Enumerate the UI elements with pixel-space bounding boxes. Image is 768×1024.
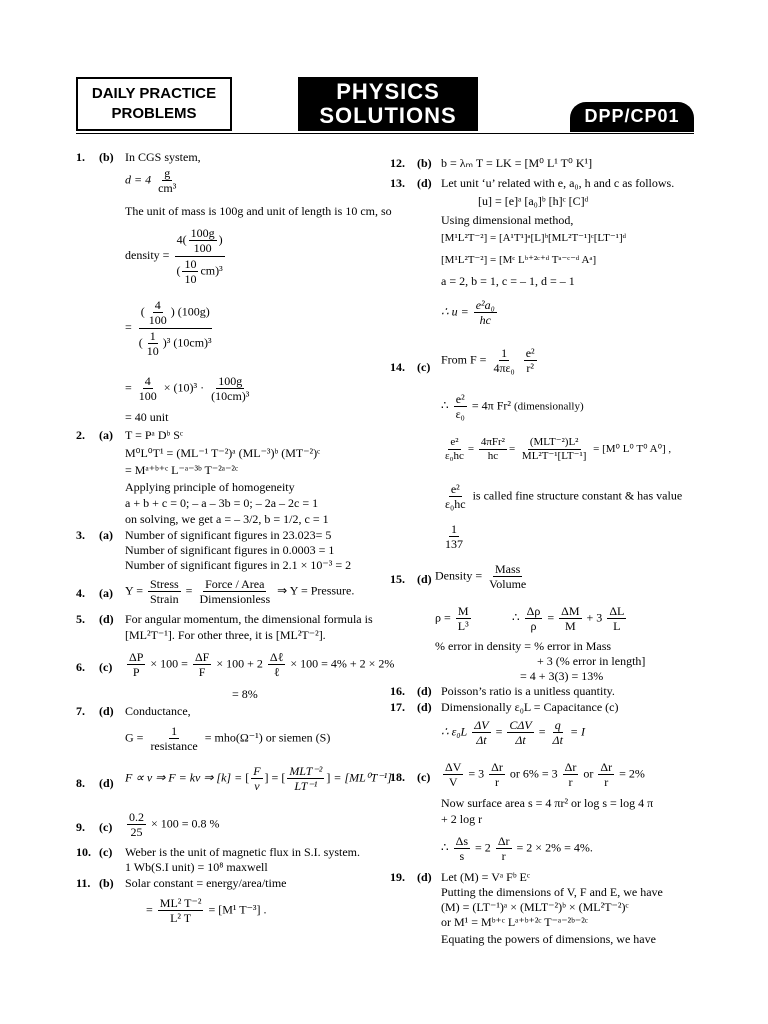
q18-m2: or 6% = 3 [509,766,558,781]
q14-from [441,346,539,376]
q6-option: (c) [99,660,113,674]
q18-m1: = 3 [468,766,485,781]
q14-derivation: $\frac{\text{e²}}{\text{ε₀hc}}$ = $\frac{\text{4πFr²}}{hc}$ = $\frac{\text{(MLT⁻²)L²}}{\text{ML²T⁻¹[LT⁻¹]}}$ = [M⁰ L⁰ T⁰ A⁰] , [445,436,672,463]
q11-expr [146,896,267,926]
q8-f: F [253,764,261,778]
q14-frac4 [443,436,466,463]
q14-frac6 [520,436,588,463]
q7-one: 1 [171,724,178,738]
q15-frac4 [559,604,581,634]
q1-step3 [125,374,253,404]
q17-dt2: Δt [515,733,526,748]
q15-line3: = 4 + 3(3) = 13% [520,669,604,683]
q11-line1: Solar constant = energy/area/time [125,876,287,890]
q18-frac5 [454,834,470,864]
dpp-code-badge: DPP/CP01 [570,102,694,132]
q15-number: 15. [390,572,405,586]
q14-ed: ε₀ [455,407,465,422]
q17-eq: = [495,724,503,739]
q19-line1: Let (M) = Vᵃ Fᵇ Eᶜ [441,870,530,884]
q17-q: q [554,718,561,732]
q2-option: (a) [99,428,113,442]
q4-number: 4. [76,586,85,600]
q14-f-d: ε₀hc [445,497,466,512]
q13-frac [474,298,497,328]
q15-m: M [457,604,469,618]
q14-dim [441,392,584,422]
q18-option: (c) [417,770,431,784]
q15-therefore: ∴ [512,610,520,625]
q17-expr [441,718,585,748]
q10-option: (c) [99,845,113,859]
q6-f-frac [193,650,211,680]
q13-line4: [M¹L²T⁻²] = [A¹T¹]ᵃ[L]ᵇ[ML²T⁻¹]ᶜ[LT⁻¹]ᵈ [441,232,627,244]
q3-line3: Number of significant figures in 2.1 × 10⁻³ = 2 [125,558,352,572]
q13-option: (d) [417,176,432,190]
q18-dr: Δr [491,760,503,774]
q18-ds: Δs [455,834,469,848]
q15-line2: + 3 (% error in length] [537,654,646,668]
q5-option: (d) [99,612,114,626]
q6-dp: ΔP [129,650,144,664]
q1-g-cm3-frac [156,166,178,196]
q4-option: (a) [99,586,113,600]
q14-from-label: From F = [441,352,487,367]
q15-drho: Δρ [526,604,541,618]
q1-c-mid: × (10)³ · [163,380,205,395]
q1-line1: In CGS system, [125,150,201,164]
q14-dimensionally: (dimensionally) [513,400,584,413]
q6-f: F [198,665,206,680]
q14-4pe: 4πε₀ [493,361,515,376]
q15-frac5 [607,604,626,634]
q15-m2: M [565,619,576,634]
q2-line6: on solving, we get a = – 3/2, b = 1/2, c = 1 [125,512,329,526]
q13-number: 13. [390,176,405,190]
q2-number: 2. [76,428,85,442]
q18-r3: r [604,775,609,790]
q1-eq2: = [125,380,135,395]
q15-mass: Mass [495,562,521,576]
q4-stress: Stress [150,577,179,591]
q10-number: 10. [76,845,91,859]
q15-l: L [613,619,621,634]
q15-dm: ΔM [561,604,580,618]
q11-result: = [M¹ T⁻³] . [208,902,267,917]
q9-frac [127,810,146,840]
q18-s: s [459,849,465,864]
title-line1: PHYSICS [336,79,440,104]
q19-line4: or M¹ = Mᵇ⁺ᶜ Lᵃ⁺ᵇ⁺²ᶜ T⁻ᵃ⁻²ᵇ⁻²ᶜ [441,915,588,929]
q15-p3: + 3 [586,610,603,625]
q8-option: (d) [99,776,114,790]
q17-therefore: ∴ ε₀L [441,724,468,739]
q14-frac3 [454,392,467,422]
q14-a-n: e² [448,436,460,450]
box-line1: DAILY PRACTICE [91,85,217,102]
q1-gn: g [164,166,171,180]
q1-c-frac2 [209,374,251,404]
q18-dr3: Δr [600,760,613,774]
title-line2: SOLUTIONS [319,103,457,128]
q6-df: ΔF [194,650,210,664]
q18-frac6 [496,834,512,864]
q18-frac4 [598,760,614,790]
q14-frac1 [491,346,516,376]
q2-line5: a + b + c = 0; – a – 3b = 0; – 2a – 2c = 1 [125,496,319,510]
q1-b-4: 4 [154,298,161,312]
q1-c-frac1 [137,374,159,404]
q9-result: × 100 = 0.8 % [151,816,220,831]
q18-expr2 [441,834,593,864]
q19-line3: (M) = (LT⁻¹)ᵃ × (MLT⁻²)ᵇ × (ML²T⁻²)ᶜ [441,900,629,914]
q1-c-100: 100 [138,389,157,404]
q15-frac3 [525,604,543,634]
daily-practice-box [76,77,232,131]
page-title [298,77,478,131]
q17-frac3 [551,718,565,748]
q14-b-n: 4πFr² [479,436,507,450]
q1-density-den: ( $\frac{10}{10}$ cm)³ [176,256,223,287]
q17-number: 17. [390,700,405,714]
q1-gd: cm³ [158,181,177,196]
q17-cdv: CΔV [509,718,532,732]
q1-a-100g: 100g [190,226,215,240]
q9-den: 25 [130,825,143,840]
q7-result: = mho(Ω⁻¹) or siemen (S) [204,730,331,745]
q8-fv-frac [251,764,262,794]
q14-text: is called fine structure constant & has value [472,488,683,503]
q4-stress-frac [148,577,181,607]
q18-therefore: ∴ [441,840,449,855]
q6-l: ℓ [273,665,280,680]
q13-u-expr [441,298,499,328]
q7-option: (d) [99,704,114,718]
q11-frac [158,896,204,926]
q18-r4: r [501,849,506,864]
q1-step2-num: ( $\frac{4}{100}$ ) (100g) [140,298,210,328]
q6-m3: × 100 = 4% + 2 × 2% [290,656,395,671]
q1-b-100g: (100g) [177,304,210,319]
q9-number: 9. [76,820,85,834]
q8-eq: = [271,770,279,785]
q17-eq2: = [538,724,546,739]
q6-p-frac [127,650,145,680]
q3-line1: Number of significant figures in 23.023= 5 [125,528,332,542]
q13-den: hc [479,313,491,328]
q16-option: (d) [417,684,432,698]
q12-option: (b) [417,156,432,170]
q6-dl: Δℓ [269,650,284,664]
q8-mlt: MLT⁻² [289,764,323,778]
q1-density-expr [125,226,227,287]
q18-line1: Now surface area s = 4 πr² or log s = log 4 π [441,796,654,810]
q8-result: = [ML⁰T⁻¹] [333,770,392,785]
q7-frac [148,724,199,754]
q6-m2: × 100 + 2 [216,656,263,671]
q1-a-10: 10 [184,256,197,271]
q7-line1: Conductance, [125,704,191,718]
q1-option: (b) [99,150,114,164]
q9-expr [125,810,220,840]
q1-c-10cm: (10cm)³ [211,389,250,404]
q13-line6: a = 2, b = 1, c = – 1, d = – 1 [441,274,575,288]
q13-num: e²a₀ [475,298,495,312]
q15-density-label: Density = [435,568,483,583]
q8-expr: F ∝ v ⇒ F = kv ⇒ [k] = [ $\frac{F}{v}$ ] = [ $\frac{\text{MLT⁻²}}{\text{LT⁻¹}}$ ] = [ML⁰T⁻¹] [125,764,392,794]
q1-a-10b: 10 [184,272,197,287]
q1-step2 [125,298,216,359]
q15-dl: ΔL [609,604,625,618]
q4-dimensionless: Dimensionless [199,592,271,607]
q1-density-label: density = [125,248,170,263]
q4-result: ⇒ Y = Pressure. [277,583,355,598]
q11-option: (b) [99,876,114,890]
q1-density-num: 4( $\frac{100g}{100}$ ) [176,226,223,256]
q18-frac3 [563,760,579,790]
q15-frac2 [456,604,471,634]
q18-line2: + 2 log r [441,812,483,826]
q6-l-frac [268,650,285,680]
q10-line1: Weber is the unit of magnetic flux in S.I. system. [125,845,360,859]
q15-frac1 [487,562,528,592]
q19-option: (d) [417,870,432,884]
q6-result: = 8% [232,687,258,701]
q8-lead: F ∝ v ⇒ F = kv ⇒ [k] = [125,770,243,785]
q4-y: Y = [125,583,143,598]
q15-rho2: ρ [530,619,537,634]
q14-v-d: 137 [445,537,463,552]
q17-result: = I [569,724,586,739]
q11-eq: = [146,902,153,917]
q7-number: 7. [76,704,85,718]
q4-force-area: Force / Area [205,577,265,591]
q1-c-100g: 100g [218,374,243,388]
q18-dr2: Δr [564,760,577,774]
q1-b-10: 10 [146,344,159,359]
q14-frac7 [443,482,468,512]
q14-e2: e² [525,346,535,360]
q3-line2: Number of significant figures in 0.0003 = 1 [125,543,335,557]
q2-line3: = Mᵃ⁺ᵇ⁺ᶜ L⁻ᵃ⁻³ᵇ T⁻²ᵃ⁻²ᶜ [125,463,239,477]
q7-g: G = [125,730,144,745]
q13-line2: [u] = [e]ᵃ [a₀]ᵇ [h]ᶜ [C]ᵈ [478,194,589,208]
q15-rho-label: ρ = [435,610,451,625]
q14-number: 14. [390,360,405,374]
q17-dt3: Δt [552,733,563,748]
header-rule [76,133,694,134]
q7-expr [125,724,330,754]
q1-number: 1. [76,150,85,164]
q17-option: (d) [417,700,432,714]
q18-m5: = 2 [475,840,491,855]
q3-option: (a) [99,528,113,542]
q14-c-d: ML²T⁻¹[LT⁻¹] [521,450,587,463]
q18-m4: = 2% [619,766,645,781]
q1-a-100: 100 [193,241,212,256]
q13-line3: Using dimensional method, [441,213,574,227]
q6-number: 6. [76,660,85,674]
q16-line1: Poisson’s ratio is a unitless quantity. [441,684,615,698]
q14-b-d: hc [487,450,499,463]
q7-resistance: resistance [150,739,198,754]
q14-f-n: e² [450,482,460,496]
q14-r2: r² [526,361,534,376]
q18-v: V [448,775,458,790]
q5-line2: [ML²T⁻¹]. For other three, it is [ML²T⁻²]. [125,628,326,642]
q1-density-def [125,166,180,196]
q15-option: (d) [417,572,432,586]
q1-a-cm: cm [200,263,216,278]
q18-r: r [495,775,500,790]
q14-v-n: 1 [451,522,457,536]
q8-lt: LT⁻¹ [294,779,318,794]
q14-en: e² [455,392,465,406]
q1-step2-frac [137,298,214,359]
q18-dv: ΔV [445,760,462,774]
q13-line5: [M¹L²T⁻²] = [Mᶜ Lᵇ⁺²ᶜ⁺ᵈ Tᵃ⁻ᶜ⁻ᵈ Aᵃ] [441,254,597,266]
q18-result: = 2 × 2% = 4%. [516,840,593,855]
q15-rho [435,604,473,634]
q14-mid: = 4π Fr² [471,398,511,413]
q4-expr [125,577,354,607]
q8-mlt-frac [287,764,324,794]
q11-num: ML² T⁻² [159,896,202,910]
q17-frac1 [472,718,490,748]
q19-number: 19. [390,870,405,884]
box-line2: PROBLEMS [111,105,197,122]
q14-therefore: ∴ [441,398,449,413]
q12-line1: b = λₘ T = LK = [M⁰ L¹ T⁰ K¹] [441,156,593,170]
q18-expr1 [441,760,645,790]
q5-line1: For angular momentum, the dimensional formula is [125,612,373,626]
q10-line2: 1 Wb(S.I unit) = 10⁸ maxwell [125,860,268,874]
q9-num: 0.2 [129,810,144,824]
q18-dr4: Δr [497,834,510,848]
q16-number: 16. [390,684,405,698]
q11-den: L² T [170,911,192,926]
q14-fine [441,482,682,512]
q8-v: v [254,779,260,794]
q14-a-d: ε₀hc [445,450,464,463]
q14-one: 1 [501,346,508,360]
q1-c-4: 4 [144,374,151,388]
q15-volume: Volume [489,577,527,592]
q1-result: = 40 unit [125,410,169,424]
q9-option: (c) [99,820,113,834]
q13-u: ∴ u = [441,304,469,319]
q1-b-1: 1 [149,328,156,343]
q1-eq: = [125,320,132,335]
q13-line1: Let unit ‘u’ related with e, a₀, h and c as follows. [441,176,675,190]
q1-density-frac [174,226,224,287]
q4-strain: Strain [150,592,179,607]
q17-line1: Dimensionally ε₀L = Capacitance (c) [441,700,619,714]
q1-line2: The unit of mass is 100g and unit of length is 10 cm, so [125,204,392,218]
q17-dt: Δt [476,733,487,748]
q15-l3: L³ [457,619,469,634]
q2-line4: Applying principle of homogeneity [125,480,295,494]
q5-number: 5. [76,612,85,626]
q19-line5: Equating the powers of dimensions, we have [441,932,656,946]
q1-a-4: 4 [176,232,183,247]
q14-frac8 [443,522,465,552]
q18-frac2 [489,760,505,790]
q4-eq: = [185,583,193,598]
q14-result: = [M⁰ L⁰ T⁰ A⁰] , [593,443,672,456]
q19-line2: Putting the dimensions of V, F and E, we have [441,885,663,899]
q18-r2: r [568,775,573,790]
q1-step2-den: ( $\frac{1}{10}$ )³ (10cm)³ [138,328,212,359]
q8-number: 8. [76,776,85,790]
q14-c-n: (MLT⁻²)L² [528,436,581,450]
q15-line1: % error in density = % error in Mass [435,639,612,653]
q3-number: 3. [76,528,85,542]
q6-expr [125,650,394,680]
q17-frac2 [507,718,533,748]
q1-b-10cm: (10cm)³ [173,335,212,350]
q15-error [512,604,628,634]
q14-frac2 [524,346,537,376]
q15-eq: = [547,610,555,625]
q14-value [441,522,467,552]
q6-p: P [132,665,140,680]
q6-m1: × 100 = [150,656,188,671]
q12-number: 12. [390,156,405,170]
q1-d: d = 4 [125,172,152,187]
q2-line1: T = Pᵃ Dᵇ Sᶜ [125,428,183,442]
q15-density [435,562,530,592]
q2-line2: M⁰L⁰T¹ = (ML⁻¹ T⁻²)ᵃ (ML⁻³)ᵇ (MT⁻²)ᶜ [125,446,321,460]
q11-number: 11. [76,876,91,890]
q18-m3: or [583,766,594,781]
q1-b-100: 100 [148,313,167,328]
q17-dv: ΔV [474,718,489,732]
q18-frac1 [443,760,463,790]
q4-force-frac [197,577,272,607]
q18-number: 18. [390,770,405,784]
q14-frac5 [479,436,507,463]
q14-option: (c) [417,360,431,374]
